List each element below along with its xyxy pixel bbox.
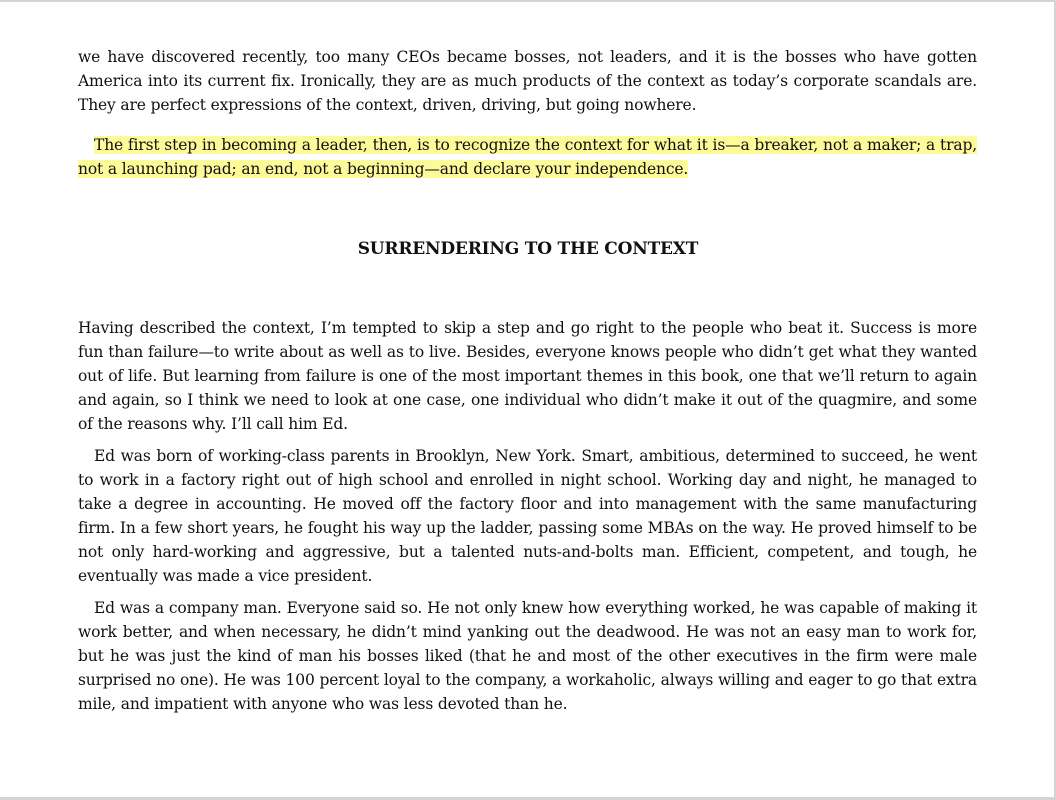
paragraph-ed-background: Ed was born of working-class parents in Brooklyn, New York. Smart, ambitious, determined to succeed, he went to work in a factory right out of high school and enrolled in night school. Working day and night, he managed to take a degree in accounting. He moved off the factory floor and into management with the same manufacturing firm. In a few short years, he fought his way up the ladder, passing some MBAs on the way. He proved himself to be not only hard-working and aggressive, but a talented nuts-and-bolts man. Efficient, competent, and tough, he eventually was made a vice president. xyxy=(78,447,977,585)
paragraph-context-intro: Having described the context, I’m tempted to skip a step and go right to the people who beat it. Success is more fun than failure—to write about as well as to live. Besides, everyone knows people who didn’t get what they wanted out of life. But learning from failure is one of the most important themes in this book, one that we’ll return to again and again, so I think we need to look at one case, one individual who didn’t make it out of the quagmire, and some of the reasons why. I’ll call him Ed. xyxy=(78,319,977,433)
text-highlight: The first step in becoming a leader, then, is to recognize the context for what it is—a breaker, not a maker; a trap, not a launching pad; an end, not a beginning—and declare your independence. xyxy=(78,136,977,178)
paragraph-ed-company-man: Ed was a company man. Everyone said so. He not only knew how everything worked, he was capable of making it work better, and when necessary, he didn’t mind yanking out the deadwood. He was not an easy man to work for, but he was just the kind of man his bosses liked (that he and most of the other executives in the firm were male surprised no one). He was 100 percent loyal to the company, a workaholic, always willing and eager to go that extra mile, and impatient with anyone who was less devoted than he. xyxy=(78,599,977,713)
paragraph-continued: we have discovered recently, too many CEOs became bosses, not leaders, and it is the bosses who have gotten America into its current fix. Ironically, they are as much products of the context as today’s corporate scandals are. They are perfect expressions of the context, driven, driving, but going nowhere. xyxy=(78,48,977,114)
section-heading: SURRENDERING TO THE CONTEXT xyxy=(357,239,699,259)
highlighted-paragraph xyxy=(78,133,977,181)
